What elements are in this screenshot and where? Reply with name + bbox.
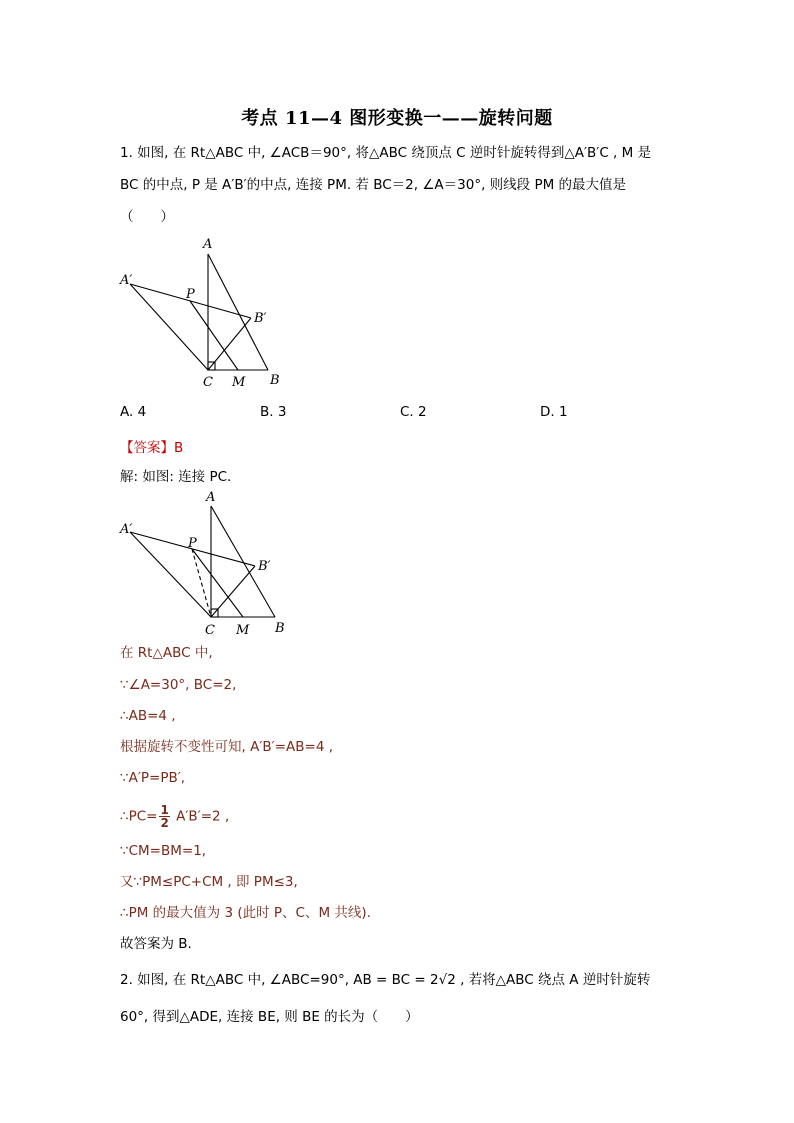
label-A: A <box>206 490 216 505</box>
page-title: 考点 11—4 图形变换一——旋转问题 <box>241 108 553 129</box>
fraction-one-half <box>159 804 169 829</box>
solution-line-10: 故答案为 B. <box>120 936 192 952</box>
answer-value: B <box>174 440 184 456</box>
option-d: D. 1 <box>540 404 568 420</box>
label-M: M <box>232 375 246 390</box>
solution-line-9: ∴PM 的最大值为 3 (此时 P、C、M 共线). <box>120 905 371 921</box>
label-C: C <box>205 623 215 638</box>
solution-line-4: 根据旋转不变性可知, A′B′=AB=4 , <box>120 739 334 755</box>
question-1-options <box>120 404 640 424</box>
answer-label: 【答案】 <box>120 440 174 456</box>
option-a: A. 4 <box>120 404 147 420</box>
option-c: C. 2 <box>400 404 427 420</box>
label-A-prime: A′ <box>120 273 133 288</box>
fraction-numerator: 1 <box>160 803 169 817</box>
label-A-prime: A′ <box>120 522 133 537</box>
solution-line-3: ∴AB=4 , <box>120 708 176 724</box>
solution-line-1: 在 Rt△ABC 中, <box>120 645 213 661</box>
question-1-figure <box>112 234 292 394</box>
solution-figure <box>112 486 297 644</box>
answer <box>120 436 183 456</box>
solution-line-5: ∵A′P=PB′, <box>120 770 186 786</box>
solution-line-8: 又∵PM≤PC+CM , 即 PM≤3, <box>120 874 298 890</box>
question-2-line-2: 60°, 得到△ADE, 连接 BE, 则 BE 的长为（ ） <box>120 1009 419 1025</box>
question-1-line-1: 1. 如图, 在 Rt△ABC 中, ∠ACB＝90°, 将△ABC 绕顶点 C 逆时针旋转得到△A′B′C , M 是 <box>120 145 652 161</box>
question-1-line-2: BC 的中点, P 是 A′B′的中点, 连接 PM. 若 BC＝2, ∠A＝30°, 则线段 PM 的最大值是 <box>120 177 627 193</box>
label-P: P <box>186 287 195 302</box>
pc-prefix: ∴PC= <box>120 808 158 825</box>
label-B: B <box>270 373 280 388</box>
question-2-line-1: 2. 如图, 在 Rt△ABC 中, ∠ABC=90°, AB = BC = 2√2 , 若将△ABC 绕点 A 逆时针旋转 <box>120 972 651 988</box>
solution-line-6 <box>120 804 229 829</box>
label-B-prime: B′ <box>258 559 271 574</box>
label-A: A <box>203 237 213 252</box>
label-P: P <box>188 536 197 551</box>
pc-suffix: A′B′=2 , <box>171 808 230 825</box>
fraction-denominator: 2 <box>160 816 169 830</box>
label-B-prime: B′ <box>254 311 267 326</box>
solution-line-2: ∵∠A=30°, BC=2, <box>120 677 237 693</box>
solution-intro: 解: 如图: 连接 PC. <box>120 469 232 485</box>
option-b: B. 3 <box>260 404 287 420</box>
question-1-line-3: （ ） <box>120 209 174 225</box>
label-B: B <box>275 621 285 636</box>
solution-line-7: ∵CM=BM=1, <box>120 843 207 859</box>
label-M: M <box>236 623 250 638</box>
label-C: C <box>203 375 213 390</box>
